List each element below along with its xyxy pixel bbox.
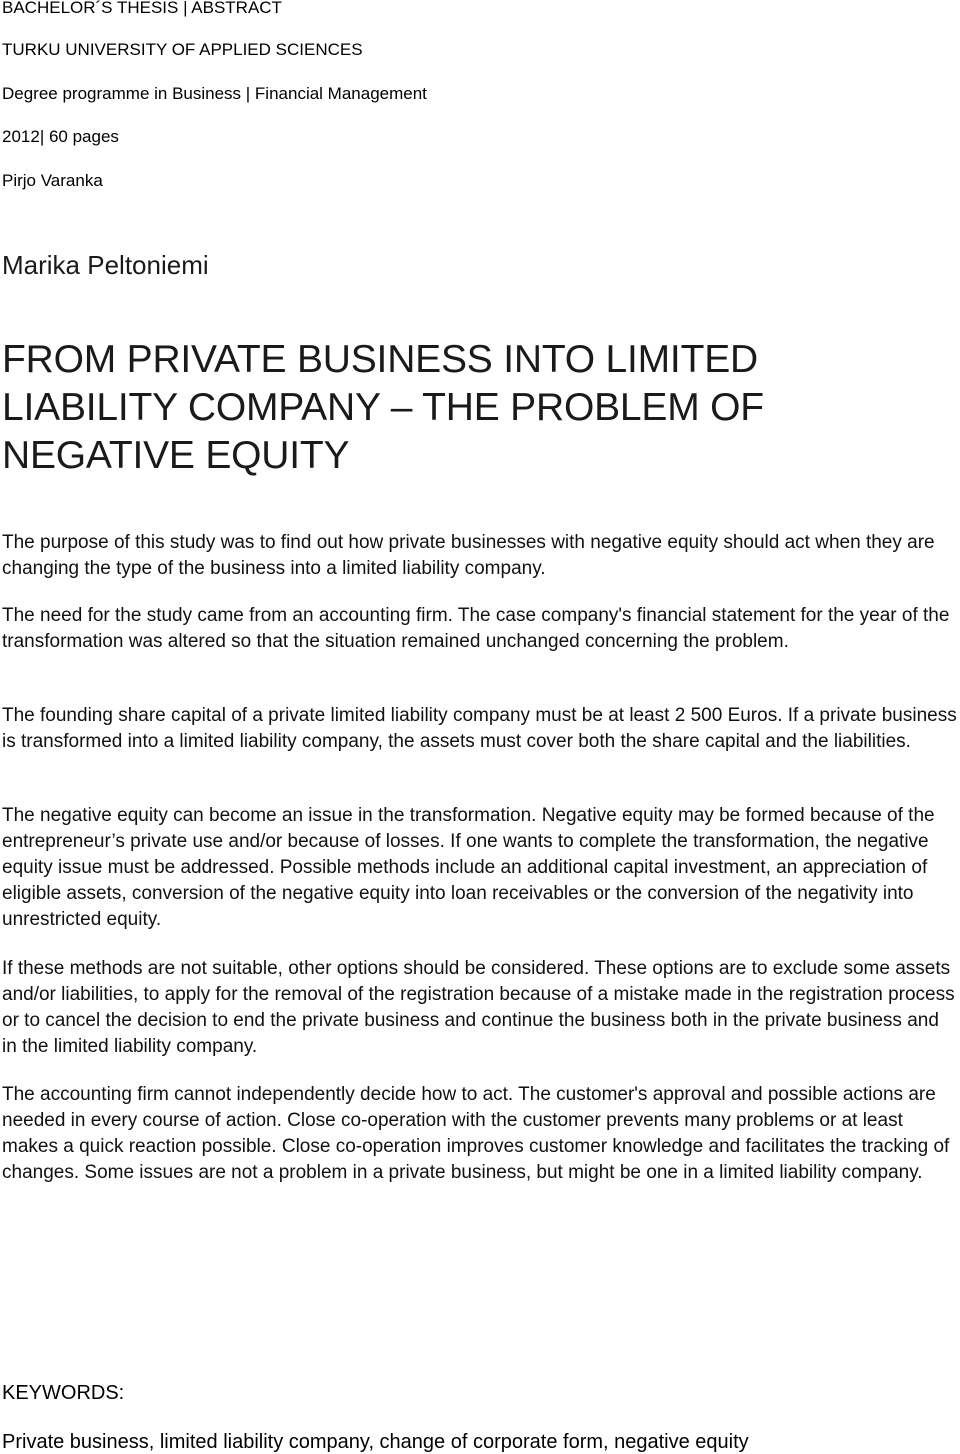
abstract-paragraph: The negative equity can become an issue in the transformation. Negative equity may be formed because of the entrepreneur’s private use and/or because of losses. If one wants to complete the transformation, the negative equity issue must be addressed. Possible methods include an additional capital investment, an appreciation of eligible assets, conversion of the negative equity into loan receivables or the conversion of the negativity into unrestricted equity. bbox=[2, 805, 935, 930]
abstract-paragraph: The need for the study came from an accounting firm. The case company's financial statement for the year of the transformation was altered so that the situation remained unchanged concerning the problem. bbox=[2, 605, 950, 652]
abstract-paragraph: The purpose of this study was to find out how private businesses with negative equity should act when they are changing the type of the business into a limited liability company. bbox=[2, 532, 935, 579]
thesis-type: BACHELOR´S THESIS | ABSTRACT bbox=[2, 0, 282, 17]
year-and-pages: 2012| 60 pages bbox=[2, 127, 119, 146]
abstract-paragraph: If these methods are not suitable, other options should be considered. These options are to exclude some assets and/or liabilities, to apply for the removal of the registration because of a mistake made in the registration process or to cancel the decision to end the private business and continue the business both in the private business and in the limited liability company. bbox=[2, 958, 955, 1057]
abstract-paragraph: The accounting firm cannot independently decide how to act. The customer's approval and possible actions are needed in every course of action. Close co-operation with the customer prevents many problems or at least makes a quick reaction possible. Close co-operation improves customer knowledge and facilitates the tracking of changes. Some issues are not a problem in a private business, but might be one in a limited liability company. bbox=[2, 1084, 950, 1183]
degree-programme: Degree programme in Business | Financial Management bbox=[2, 84, 427, 103]
keywords-heading: KEYWORDS: bbox=[2, 1382, 125, 1404]
supervisor-name: Pirjo Varanka bbox=[2, 171, 103, 190]
keywords-list: Private business, limited liability company, change of corporate form, negative equity bbox=[2, 1431, 749, 1453]
title-line: LIABILITY COMPANY – THE PROBLEM OF bbox=[2, 386, 764, 429]
thesis-title bbox=[2, 336, 952, 480]
title-line: NEGATIVE EQUITY bbox=[2, 434, 350, 477]
author-name: Marika Peltoniemi bbox=[2, 250, 209, 280]
title-line: FROM PRIVATE BUSINESS INTO LIMITED bbox=[2, 338, 758, 381]
university-name: TURKU UNIVERSITY OF APPLIED SCIENCES bbox=[2, 40, 363, 59]
abstract-paragraph: The founding share capital of a private limited liability company must be at least 2 500 Euros. If a private business is transformed into a limited liability company, the assets must cover both the share capital and the liabilities. bbox=[2, 705, 957, 752]
